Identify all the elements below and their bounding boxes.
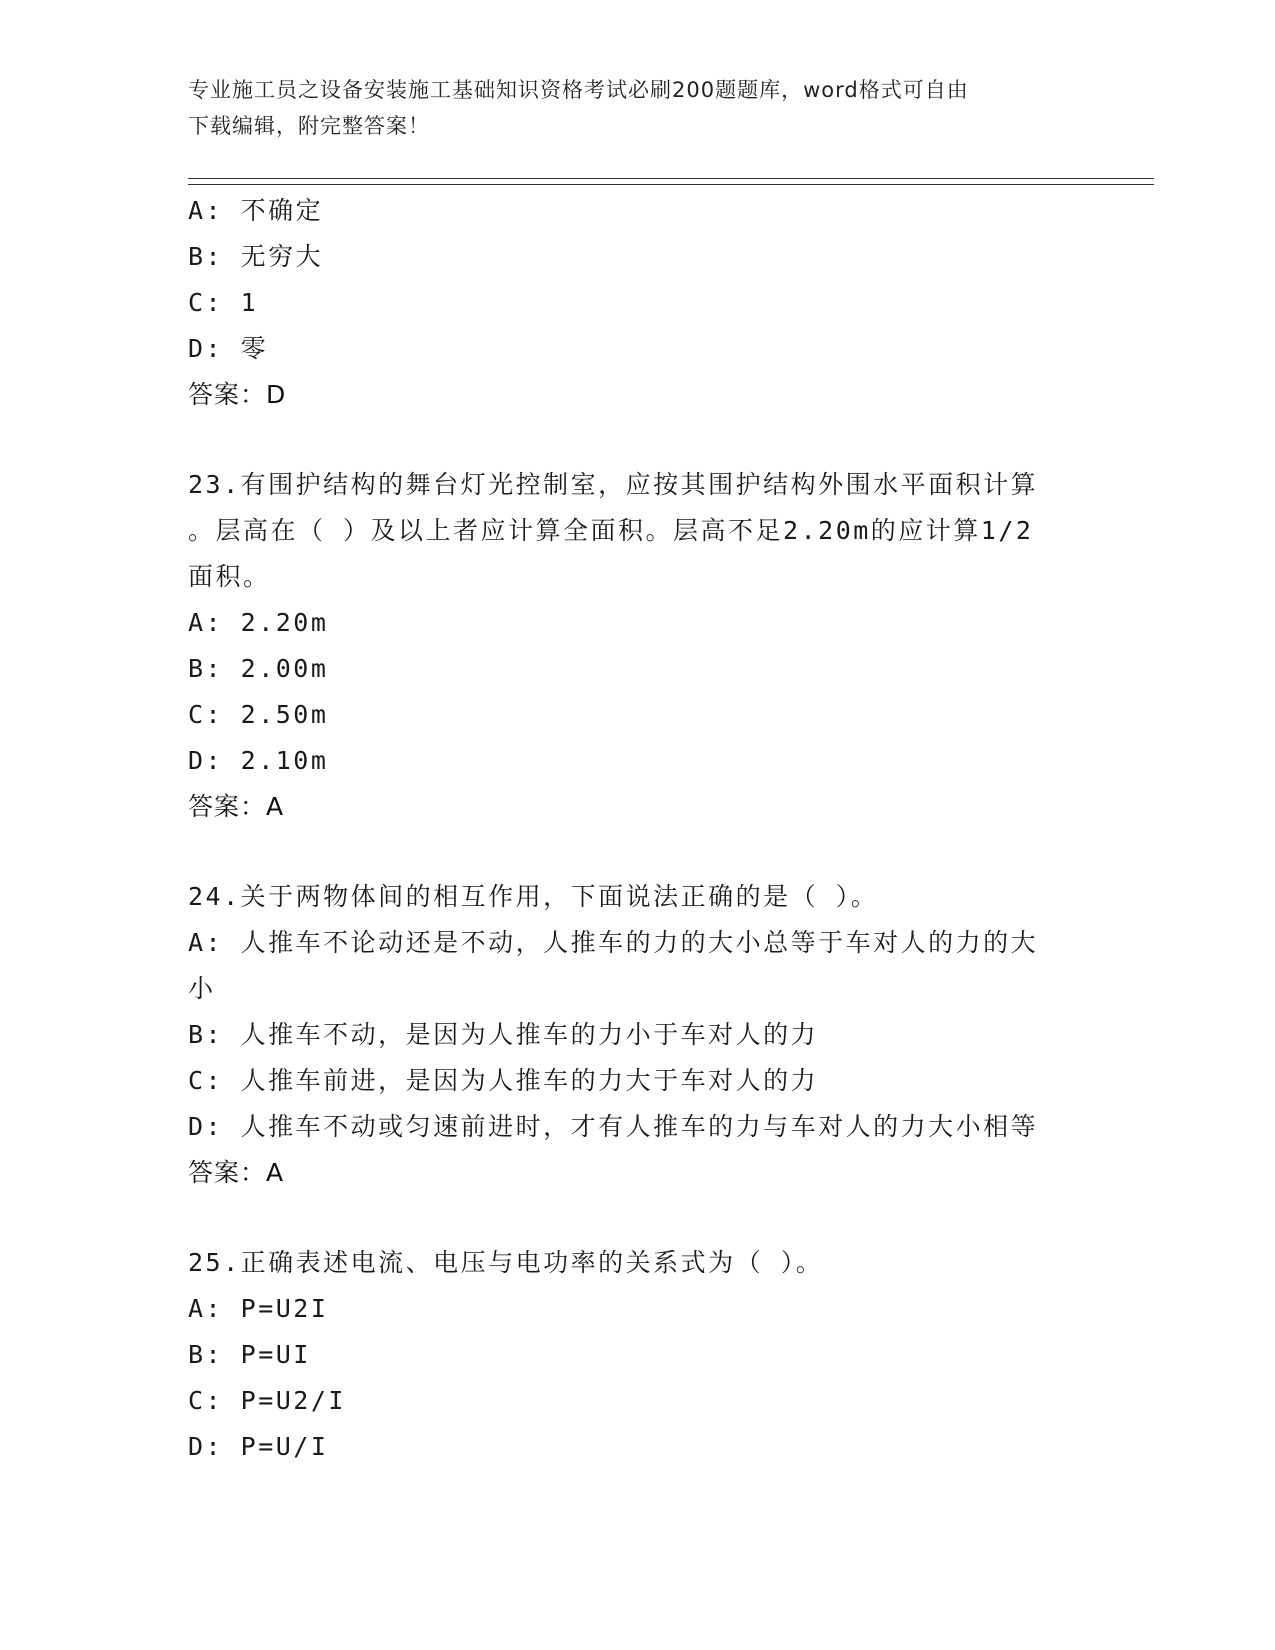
option-b: B: 无穷大 [188, 242, 324, 271]
option-a: A: P=U2I [188, 1294, 329, 1323]
question-spacer [188, 418, 1088, 462]
option-a-line-1: A: 人推车不论动还是不动，人推车的力的大小总等于车对人的力的大 [188, 928, 1039, 957]
question-22 [188, 188, 1088, 418]
option-a: A: 不确定 [188, 196, 324, 225]
question-stem: 24.关于两物体间的相互作用，下面说法正确的是（ ）。 [188, 882, 879, 911]
option-c: C: 1 [188, 288, 259, 317]
option-a-line-2: 小 [188, 974, 216, 1003]
question-stem-line-1: 23.有围护结构的舞台灯光控制室，应按其围护结构外围水平面积计算 [188, 470, 1039, 499]
question-stem-line-2: 。层高在（ ）及以上者应计算全面积。层高不足2.20m的应计算1/2 [188, 516, 1034, 545]
question-23 [188, 462, 1088, 830]
header-divider-bottom [188, 184, 1154, 185]
document-header [188, 72, 1068, 144]
option-d: D: 人推车不动或匀速前进时，才有人推车的力与车对人的力大小相等 [188, 1112, 1039, 1141]
question-25 [188, 1240, 1088, 1470]
option-b: B: 人推车不动，是因为人推车的力小于车对人的力 [188, 1020, 819, 1049]
option-d: D: P=U/I [188, 1432, 329, 1461]
option-b: B: 2.00m [188, 654, 329, 683]
question-spacer [188, 830, 1088, 874]
header-title-line-1: 专业施工员之设备安装施工基础知识资格考试必刷200题题库，word格式可自由 [188, 78, 969, 102]
answer-label: 答案：A [188, 792, 285, 821]
option-d: D: 2.10m [188, 746, 329, 775]
option-b: B: P=UI [188, 1340, 311, 1369]
answer-label: 答案：A [188, 1158, 285, 1187]
question-24 [188, 874, 1088, 1196]
option-c: C: 2.50m [188, 700, 329, 729]
option-a: A: 2.20m [188, 608, 329, 637]
question-list [188, 188, 1088, 1470]
option-c: C: 人推车前进，是因为人推车的力大于车对人的力 [188, 1066, 819, 1095]
answer-label: 答案：D [188, 380, 287, 409]
question-stem: 25.正确表述电流、电压与电功率的关系式为（ ）。 [188, 1248, 824, 1277]
header-divider-top [188, 178, 1154, 179]
header-title-line-2: 下载编辑，附完整答案！ [188, 114, 430, 138]
option-d: D: 零 [188, 334, 269, 363]
question-stem-line-3: 面积。 [188, 562, 271, 591]
question-spacer [188, 1196, 1088, 1240]
option-c: C: P=U2/I [188, 1386, 346, 1415]
